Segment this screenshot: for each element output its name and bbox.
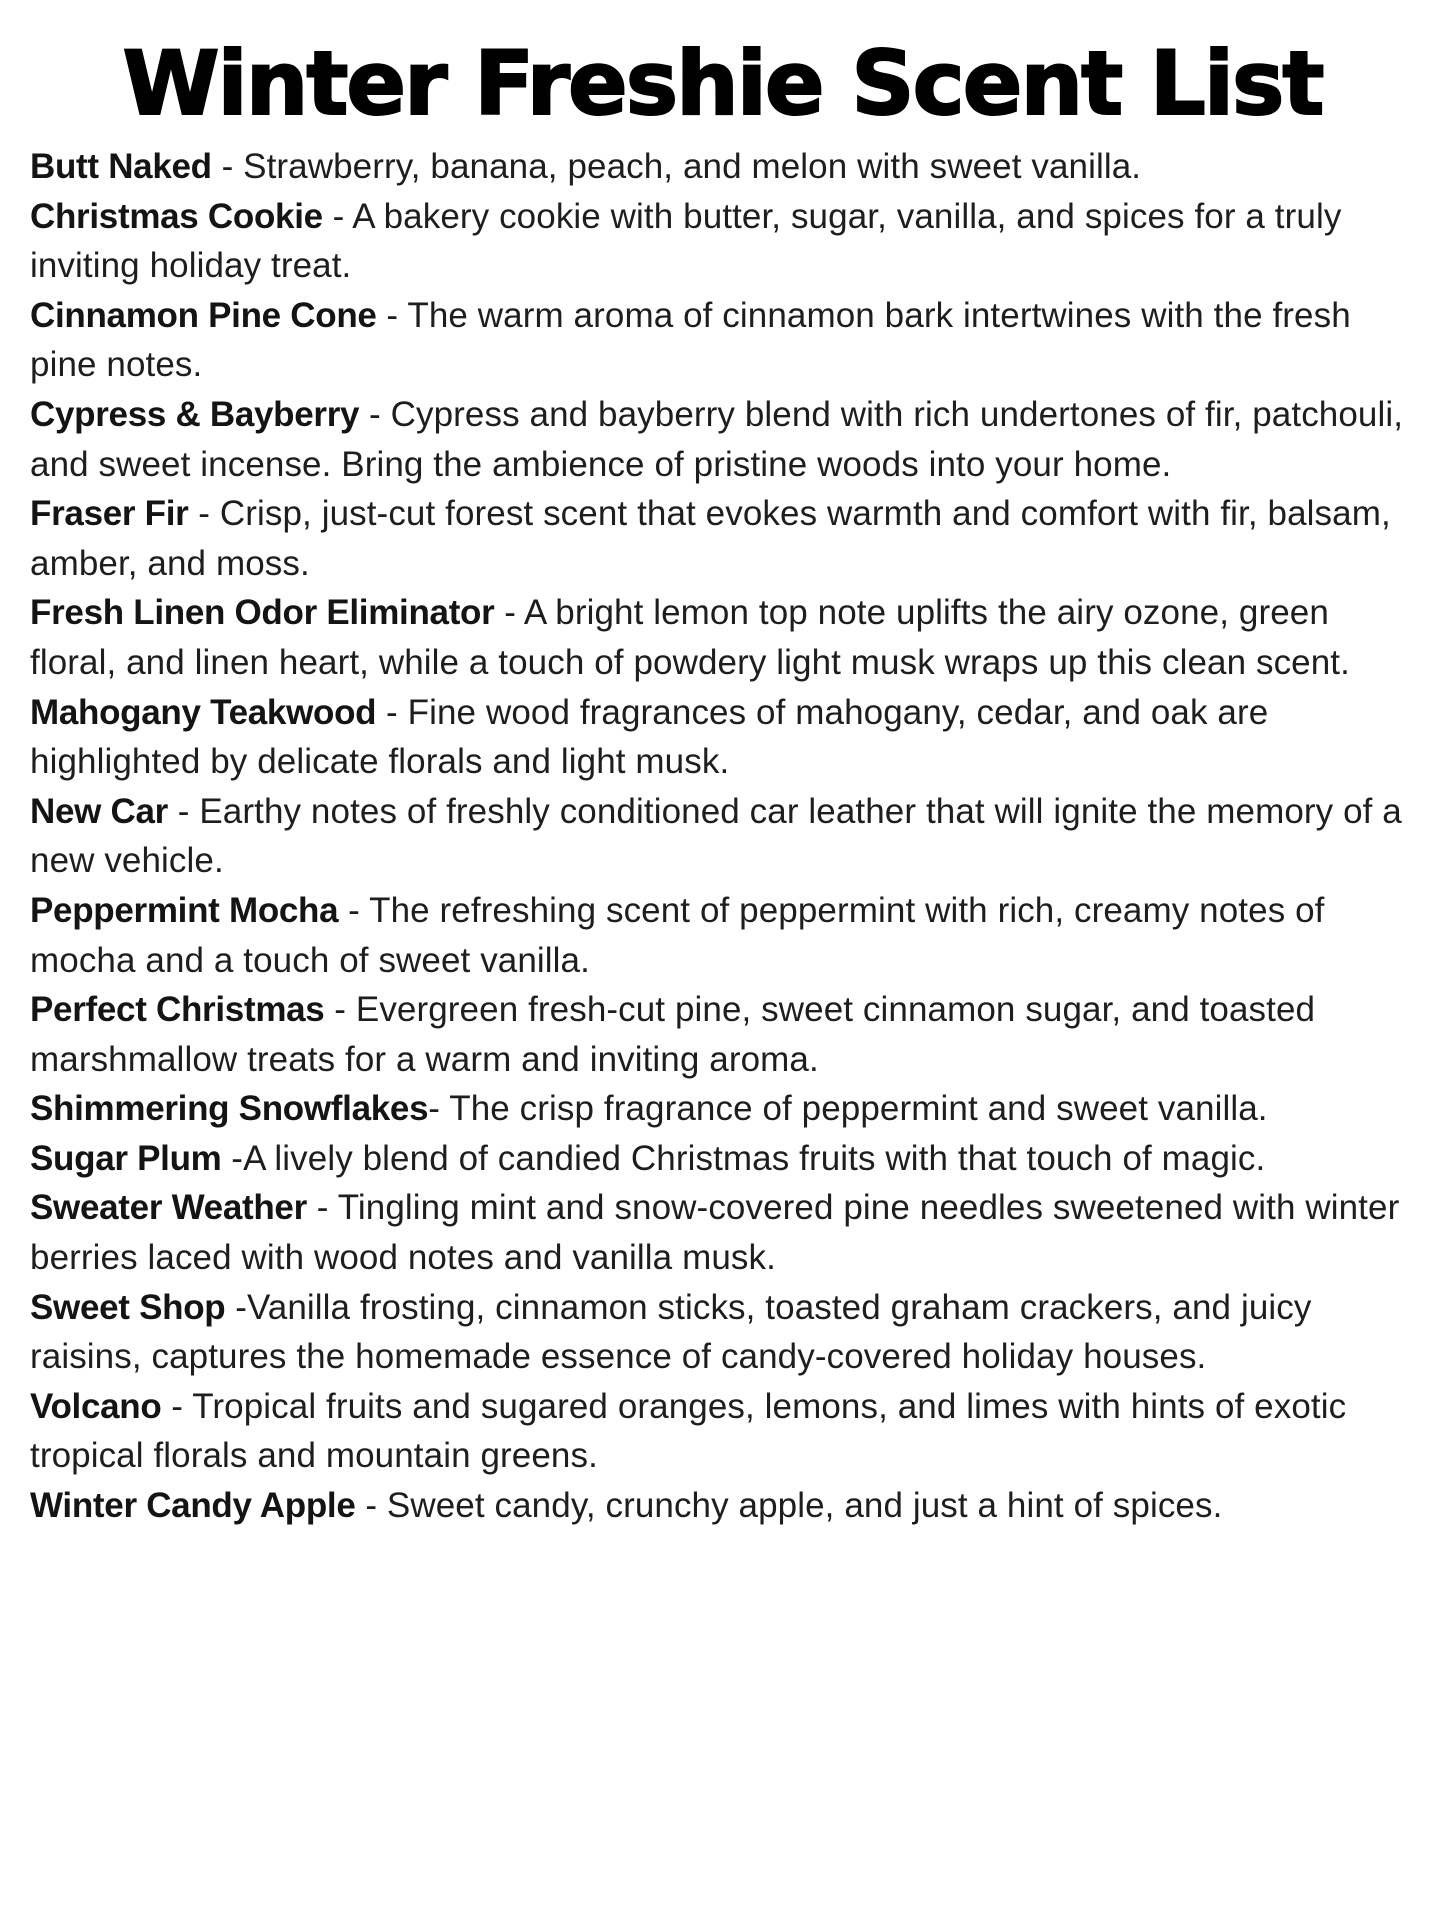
scent-entry-volcano [30,1382,1415,1481]
scent-list-page [0,34,1445,1905]
scent-description: - A bakery cookie with butter, sugar, vanilla, and spices for a truly inviting holiday treat. [30,196,1352,286]
scent-name: Cypress & Bayberry [30,394,360,434]
scent-name: Volcano [30,1386,162,1426]
scent-entry-shimmering-snowflakes [30,1084,1415,1134]
scent-description: - Tropical fruits and sugared oranges, lemons, and limes with hints of exotic tropical florals and mountain greens. [30,1386,1357,1476]
scent-entry-fraser-fir [30,489,1415,588]
scent-entry-sweater-weather [30,1183,1415,1282]
scent-name: Winter Candy Apple [30,1486,356,1526]
scent-description: -A lively blend of candied Christmas fruits with that touch of magic. [221,1138,1266,1178]
scent-name: Sweater Weather [30,1188,307,1228]
scent-entry-sugar-plum [30,1134,1415,1184]
scent-name: Cinnamon Pine Cone [30,295,377,335]
scent-entry-cypress-bayberry [30,390,1415,489]
page-title: Winter Freshie Scent List [122,32,1323,135]
scent-entry-butt-naked [30,142,1415,192]
scent-list [30,142,1415,1531]
scent-entry-sweet-shop [30,1283,1415,1382]
scent-name: New Car [30,791,168,831]
scent-name: Sweet Shop [30,1287,226,1327]
scent-description: - Crisp, just-cut forest scent that evokes warmth and comfort with fir, balsam, amber, and moss. [30,494,1401,583]
scent-entry-new-car [30,787,1415,886]
scent-description: - Tingling mint and snow-covered pine needles sweetened with winter berries laced with wood notes and vanilla musk. [30,1188,1410,1278]
scent-name: Fraser Fir [30,494,189,534]
scent-description: - Strawberry, banana, peach, and melon with sweet vanilla. [211,147,1142,186]
scent-name: Sugar Plum [30,1138,222,1178]
scent-entry-christmas-cookie [30,192,1415,291]
scent-entry-winter-candy-apple [30,1481,1415,1531]
scent-description: - Cypress and bayberry blend with rich undertones of fir, patchouli, and sweet incense. Bring the ambience of pristine woods into your home. [30,394,1413,484]
scent-name: Butt Naked [30,147,212,186]
scent-name: Fresh Linen Odor Eliminator [30,593,495,633]
scent-entry-peppermint-mocha [30,886,1415,985]
scent-description: - The crisp fragrance of peppermint and sweet vanilla. [428,1089,1268,1129]
scent-name: Peppermint Mocha [30,890,339,930]
scent-description: -Vanilla frosting, cinnamon sticks, toasted graham crackers, and juicy raisins, captures the homemade essence of candy-covered holiday houses. [30,1287,1322,1377]
scent-entry-fresh-linen-odor-eliminator [30,588,1415,687]
scent-description: - Evergreen fresh-cut pine, sweet cinnamon sugar, and toasted marshmallow treats for a warm and inviting aroma. [30,990,1325,1079]
scent-name: Shimmering Snowflakes [30,1089,429,1129]
scent-description: - Earthy notes of freshly conditioned car leather that will ignite the memory of a new vehicle. [30,791,1412,881]
scent-name: Mahogany Teakwood [30,692,377,732]
scent-name: Christmas Cookie [30,196,323,236]
scent-description: - Sweet candy, crunchy apple, and just a hint of spices. [355,1486,1223,1526]
scent-entry-mahogany-teakwood [30,688,1415,787]
scent-entry-perfect-christmas [30,985,1415,1084]
scent-description: - A bright lemon top note uplifts the airy ozone, green floral, and linen heart, while a touch of powdery light musk wraps up this clean scent. [30,593,1350,682]
scent-name: Perfect Christmas [30,990,325,1030]
scent-entry-cinnamon-pine-cone [30,291,1415,390]
scent-description: - The refreshing scent of peppermint with rich, creamy notes of mocha and a touch of sweet vanilla. [30,890,1335,980]
scent-description: - Fine wood fragrances of mahogany, cedar, and oak are highlighted by delicate florals and light musk. [30,692,1279,782]
scent-description: - The warm aroma of cinnamon bark intertwines with the fresh pine notes. [30,295,1361,385]
